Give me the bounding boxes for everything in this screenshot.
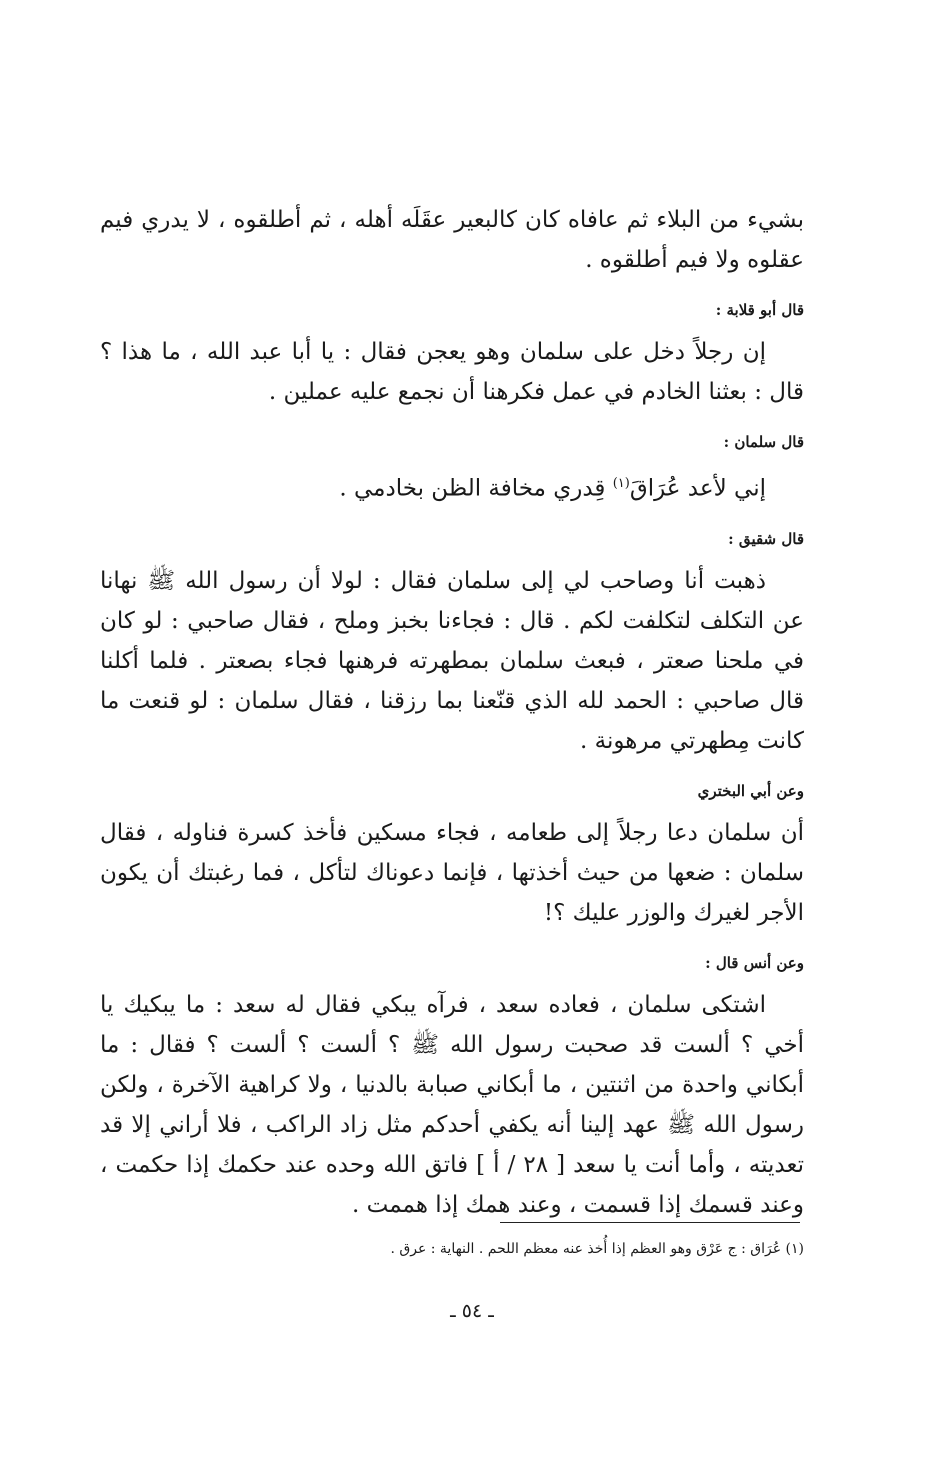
heading-abu-qilaba: قال أبو قلابة : — [715, 301, 804, 319]
page-number: ـ ٥٤ ـ — [450, 1300, 494, 1322]
heading-anas: وعن أنس قال : — [705, 953, 804, 972]
heading-salman: قال سلمان : — [723, 433, 804, 451]
paragraph-abu-qilaba: إن رجلاً دخل على سلمان وهو يعجن فقال : يا أبا عبد الله ، ما هذا ؟ قال : بعثنا الخادم في عمل فكرهنا أن نجمع عليه عملين . — [100, 339, 804, 405]
paragraph-salman-part2: قِدري مخافة الظن بخادمي . — [339, 475, 613, 502]
page-body — [100, 200, 804, 1225]
paragraph-salman-part1: إني لأعد عُرَاقَ — [629, 475, 766, 502]
footnote-divider — [500, 1222, 800, 1223]
paragraph-abu-bakhtari: أن سلمان دعا رجلاً إلى طعامه ، فجاء مسكين فأخذ كسرة فناوله ، فقال سلمان : ضعها من حيث أخذتها ، فإنما دعوناك لتأكل ، فما رغبتك أن يكون الأجر لغيرك والوزر عليك ؟! — [100, 819, 804, 926]
heading-shaqiq: قال شقيق : — [728, 529, 804, 548]
paragraph-salman — [100, 464, 804, 509]
footnote: (١) عُرَاق : ج عَرْق وهو العظم إذا أُخذ عنه معظم اللحم . النهاية : عرق . — [390, 1241, 804, 1257]
footnote-marker: (١) — [612, 476, 630, 491]
paragraph-continuation: بشيء من البلاء ثم عافاه كان كالبعير عقَلَه أهله ، ثم أطلقوه ، لا يدري فيم عقلوه ولا فيم أطلقوه . — [100, 207, 804, 273]
paragraph-shaqiq: ذهبت أنا وصاحب لي إلى سلمان فقال : لولا أن رسول الله ﷺ نهانا عن التكلف لتكلفت لكم . قال : فجاءنا بخبز وملح ، فقال صاحبي : لو كان في ملحنا صعتر ، فبعث سلمان بمطهرته فرهنها فجاء بصعتر . فلما أكلنا قال صاحبي : الحمد لله الذي قنّعنا بما رزقنا ، فقال سلمان : لو قنعت ما كانت مِطهرتي مرهونة . — [100, 567, 804, 754]
heading-abu-bakhtari: وعن أبي البختري — [697, 781, 804, 800]
paragraph-anas: اشتكى سلمان ، فعاده سعد ، فرآه يبكي فقال له سعد : ما يبكيك يا أخي ؟ ألست قد صحبت رسول الله ﷺ ؟ ألست ؟ ألست ؟ فقال : ما أبكاني واحدة من اثنتين ، ما أبكاني صبابة بالدنيا ، ولا كراهية الآخرة ، ولكن رسول الله ﷺ عهد إلينا أنه يكفي أحدكم مثل زاد الراكب ، فلا أراني إلا قد تعديته ، وأما أنت يا سعد [ ٢٨ / أ ] فاتق الله وحده عند حكمك إذا حكمت ، وعند قسمك إذا قسمت ، وعند همك إذا هممت . — [100, 991, 804, 1218]
